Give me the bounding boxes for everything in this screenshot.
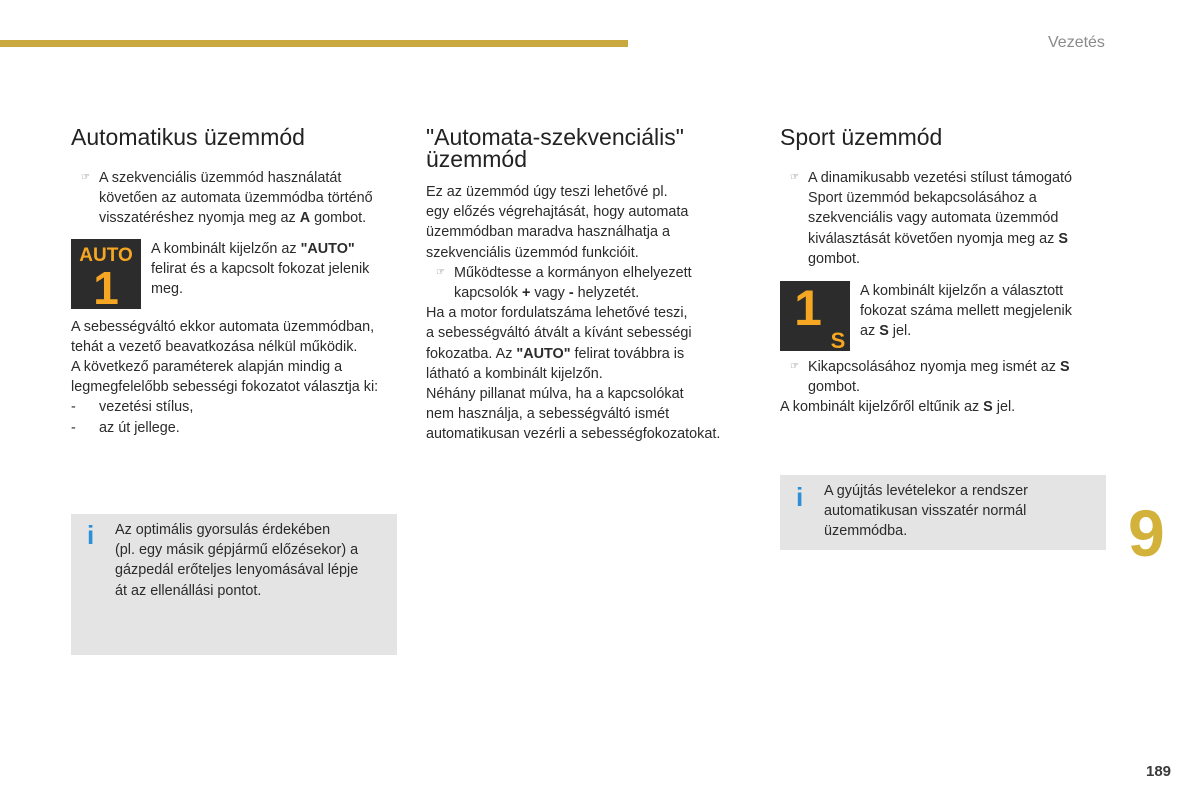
auto-display-image [71, 239, 141, 309]
text-line: Ez az üzemmód úgy teszi lehetővé pl. [426, 184, 668, 200]
text-line: nem használja, a sebességváltó ismét [426, 406, 670, 423]
text-line: A kombinált kijelzőről eltűnik az S jel. [780, 399, 1016, 416]
text-line: Ha a motor fordulatszáma lehetővé teszi, [426, 305, 688, 322]
text-line: látható a kombinált kijelzőn. [426, 365, 603, 382]
display-auto-text: AUTO [79, 244, 133, 266]
auto-display-description [151, 239, 369, 300]
text-line: Működtesse a kormányon elhelyezett [454, 264, 692, 281]
text-line: felirat és a kapcsolt fokozat jelenik [151, 260, 370, 277]
column-sport [780, 126, 1110, 418]
text-line: A sebességváltó ekkor automata üzemmódban, [71, 318, 375, 335]
page-number: 189 [1146, 763, 1172, 780]
list-item [780, 168, 1110, 269]
list-item [71, 168, 401, 229]
text-line: az S jel. [860, 323, 912, 340]
sport-display-block [780, 281, 1110, 351]
list-item: - az út jellege. [71, 419, 180, 436]
text-line: fokozatba. Az "AUTO" felirat továbbra is [426, 345, 685, 362]
info-box-acceleration [71, 514, 397, 655]
paragraph [426, 384, 756, 445]
header-gold-bar [0, 40, 628, 47]
text-line: Kikapcsolásához nyomja meg ismét az S [808, 359, 1070, 376]
text-line: tehát a vezető beavatkozása nélkül működik. [71, 338, 358, 355]
text-line: a sebességváltó átvált a kívánt sebességi [426, 325, 692, 342]
paragraph [426, 303, 756, 384]
sport-display-description [860, 281, 1072, 342]
info-text [115, 520, 358, 601]
info-icon: i [87, 520, 95, 550]
text-line: meg. [151, 281, 183, 298]
text-line: A következő paraméterek alapján mindig a [71, 359, 343, 376]
text-line: üzemmódban maradva használhatja a [426, 224, 670, 241]
text-line: A dinamikusabb vezetési stílust támogató [808, 170, 1072, 186]
column-automatic [71, 126, 401, 438]
heading-automatic: Automatikus üzemmód [71, 124, 305, 150]
text-line: kiválasztását követően nyomja meg az S [808, 230, 1068, 247]
text-line: szekvenciális üzemmód funkcióit. [426, 244, 639, 261]
text-line: Az optimális gyorsulás érdekében [115, 522, 331, 538]
bullet-arrow-icon: ☞ [436, 266, 445, 278]
info-text [824, 481, 1028, 542]
text-line: (pl. egy másik gépjármű előzésekor) a [115, 542, 359, 559]
sport-display-image [780, 281, 850, 351]
text-line: A kombinált kijelzőn a választott [860, 283, 1064, 300]
bullet-arrow-icon: ☞ [790, 361, 799, 373]
display-gear-number: 1 [794, 281, 822, 337]
bullet-arrow-icon: ☞ [81, 172, 90, 183]
text-line: A gyújtás levételekor a rendszer [824, 483, 1028, 499]
section-title: Vezetés [1048, 34, 1105, 51]
list-item: - vezetési stílus, [71, 399, 194, 416]
text-line: automatikusan visszatér normál [824, 503, 1027, 520]
text-line: fokozat száma mellett megjelenik [860, 303, 1072, 320]
text-line: üzemmódba. [824, 523, 908, 540]
text-line: egy előzés végrehajtását, hogy automata [426, 204, 689, 221]
text-line: szekvenciális vagy automata üzemmód [808, 210, 1059, 227]
chapter-number: 9 [1128, 496, 1165, 570]
info-icon: i [796, 482, 804, 512]
display-sport-letter: S [830, 328, 846, 352]
auto-display-block [71, 239, 401, 309]
text-line: követően az automata üzemmódba történő [99, 190, 373, 207]
text-line: gombot. [808, 250, 860, 267]
list-item [426, 263, 756, 303]
text-line: A szekvenciális üzemmód használatát [99, 170, 342, 186]
paragraph [426, 182, 756, 263]
text-line: A kombinált kijelzőn az "AUTO" [151, 240, 355, 257]
text-line: kapcsolók + vagy - helyzetét. [454, 285, 640, 302]
text-line: visszatéréshez nyomja meg az A gombot. [99, 210, 367, 227]
column-auto-sequential [426, 126, 756, 445]
text-line: gombot. [808, 379, 860, 396]
text-line: automatikusan vezérli a sebességfokozatokat. [426, 426, 721, 443]
text-line: gázpedál erőteljes lenyomásával lépje [115, 562, 359, 579]
text-line: át az ellenállási pontot. [115, 582, 262, 599]
info-box-ignition [780, 475, 1106, 550]
display-gear-number: 1 [93, 261, 119, 309]
paragraph [71, 317, 401, 398]
heading-auto-sequential: "Automata-szekvenciális" üzemmód [426, 124, 684, 172]
list-item [780, 357, 1110, 397]
bullet-arrow-icon: ☞ [790, 172, 799, 183]
text-line: Néhány pillanat múlva, ha a kapcsolókat [426, 386, 684, 403]
heading-sport: Sport üzemmód [780, 124, 943, 150]
text-line: Sport üzemmód bekapcsolásához a [808, 190, 1037, 207]
text-line: legmegfelelőbb sebességi fokozatot választja ki: [71, 379, 379, 396]
